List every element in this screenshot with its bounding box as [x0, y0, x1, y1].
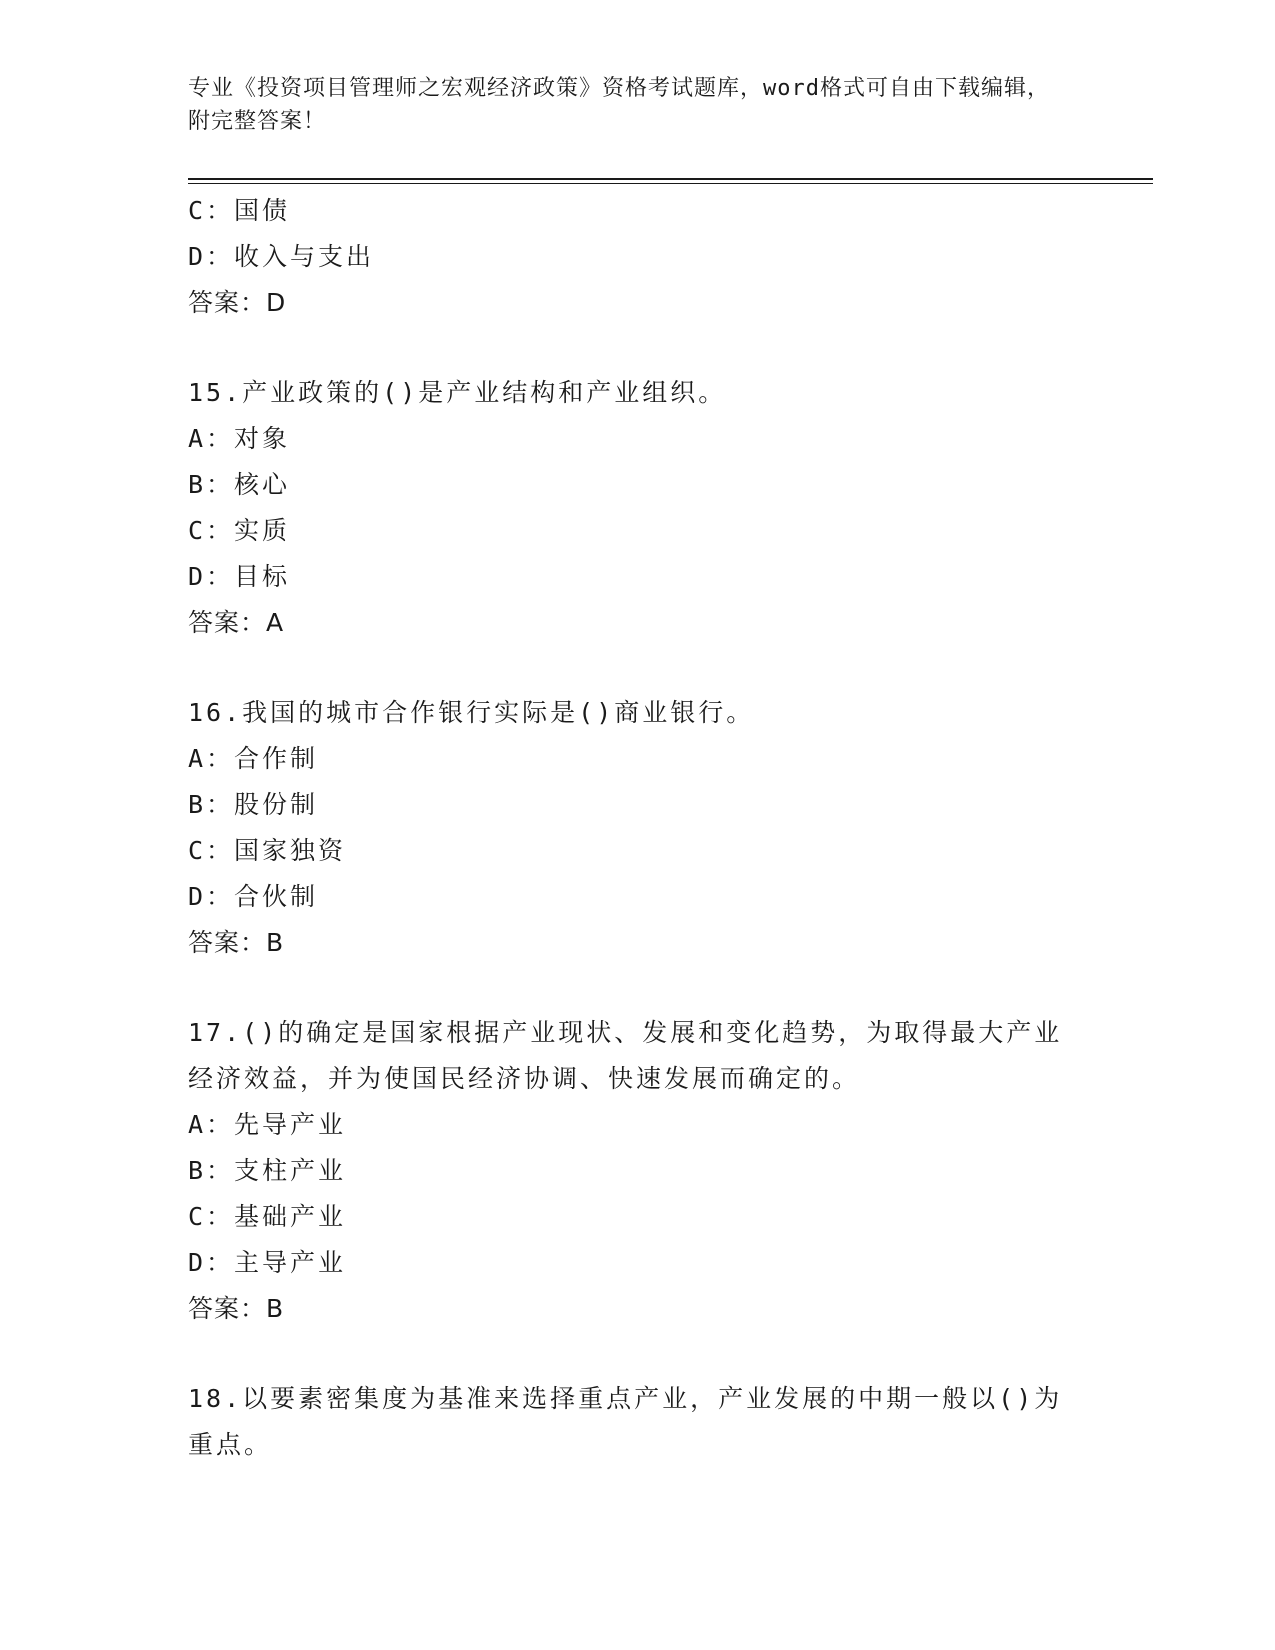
- option-d: D：主导产业: [188, 1248, 347, 1277]
- question-stem: 17.()的确定是国家根据产业现状、发展和变化趋势，为取得最大产业经济效益，并为使国民经济协调、快速发展而确定的。: [188, 1018, 1063, 1093]
- question-stem: 16.我国的城市合作银行实际是()商业银行。: [188, 698, 755, 727]
- answer: 答案：D: [188, 288, 287, 317]
- question-18: [188, 1376, 1068, 1468]
- option-c: C：基础产业: [188, 1202, 347, 1231]
- carry-over-block: [188, 188, 1068, 326]
- option-b: B：股份制: [188, 790, 319, 819]
- question-stem: 15.产业政策的()是产业结构和产业组织。: [188, 378, 727, 407]
- option-d: D：合伙制: [188, 882, 319, 911]
- header-divider: [188, 178, 1153, 184]
- question-17: [188, 1010, 1068, 1332]
- option-a: A：先导产业: [188, 1110, 347, 1139]
- answer: 答案：B: [188, 1294, 285, 1323]
- question-list: [188, 188, 1068, 1468]
- answer: 答案：A: [188, 608, 285, 637]
- option-d: D：目标: [188, 562, 291, 591]
- option-a: A：合作制: [188, 744, 319, 773]
- option-c: C：实质: [188, 516, 291, 545]
- option-b: B：核心: [188, 470, 291, 499]
- question-16: [188, 690, 1068, 966]
- option-a: A：对象: [188, 424, 291, 453]
- question-stem: 18.以要素密集度为基准来选择重点产业，产业发展的中期一般以()为重点。: [188, 1384, 1063, 1459]
- question-15: [188, 370, 1068, 646]
- option-c: C：国家独资: [188, 836, 347, 865]
- option-d: D：收入与支出: [188, 242, 375, 271]
- option-b: B：支柱产业: [188, 1156, 347, 1185]
- answer: 答案：B: [188, 928, 285, 957]
- header-note: 专业《投资项目管理师之宏观经济政策》资格考试题库，word格式可自由下载编辑，附完整答案！: [188, 76, 1050, 134]
- option-c: C：国债: [188, 196, 291, 225]
